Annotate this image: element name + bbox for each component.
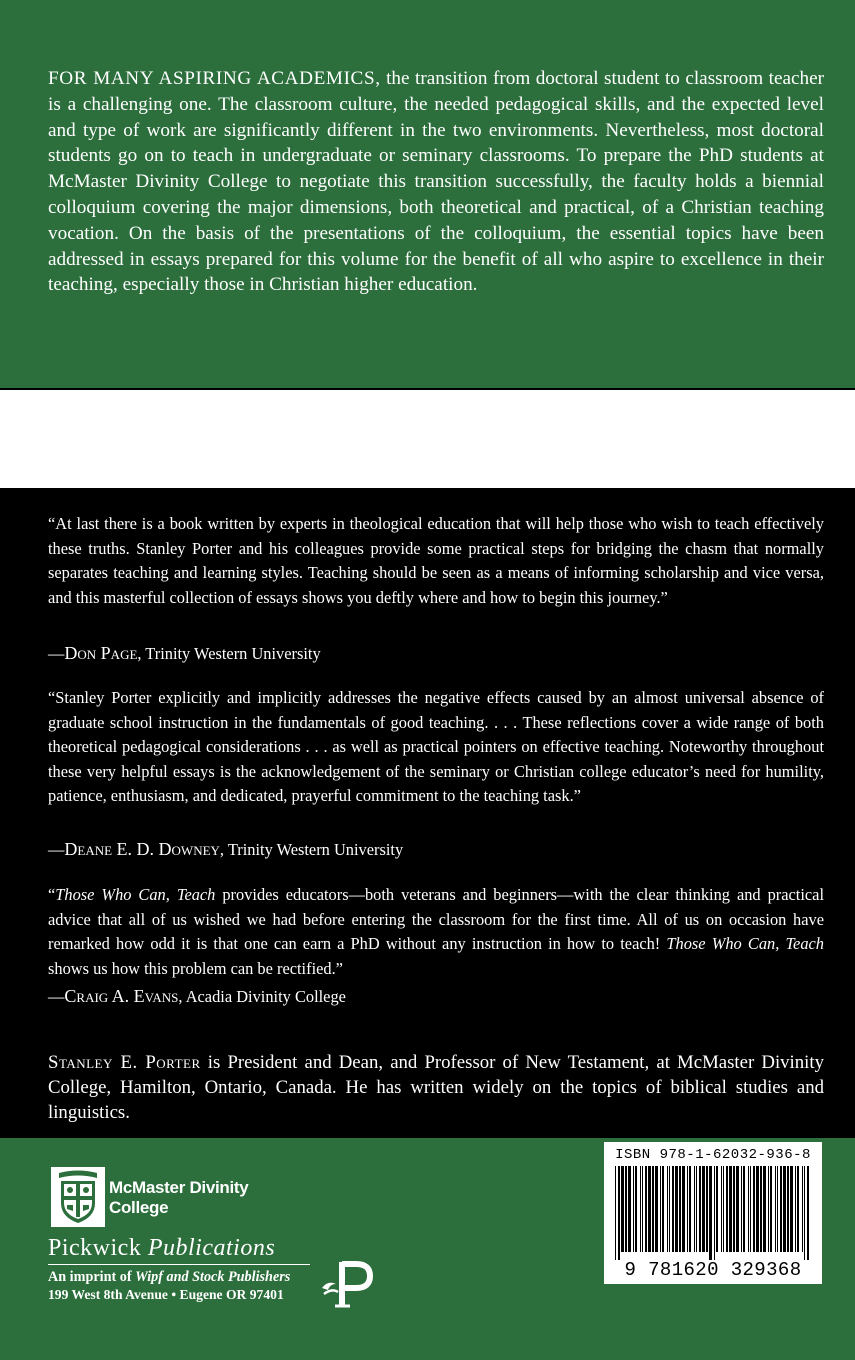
barcode-bar xyxy=(621,1166,624,1252)
barcode-bar xyxy=(763,1166,766,1252)
barcode-bar xyxy=(768,1166,769,1252)
barcode-bar xyxy=(777,1166,778,1252)
barcode-bar xyxy=(723,1166,724,1252)
endorser-affiliation: , Trinity Western University xyxy=(219,840,404,859)
author-bio-text: is President and Dean, and Professor of New Testament, at McMaster Divinity College, Hamilton, Ontario, Canada. He has written widely on the topics of biblical studies and linguistics. xyxy=(48,1052,824,1123)
barcode-bar xyxy=(689,1166,691,1252)
endorsement-attribution-3: —Craig A. Evans, Acadia Divinity College xyxy=(48,986,346,1006)
barcode-bar xyxy=(721,1166,722,1252)
publisher-name: Pickwick Publications xyxy=(48,1234,310,1265)
barcode-bar xyxy=(787,1166,789,1252)
barcode-bar xyxy=(694,1166,695,1252)
description-lead: FOR MANY ASPIRING ACADEMICS, xyxy=(48,68,381,89)
barcode-bar xyxy=(615,1166,616,1260)
barcode-bar xyxy=(729,1166,732,1252)
barcode-bar xyxy=(662,1166,664,1252)
endorsement-quote-3: “Those Who Can, Teach provides educators—both veterans and beginners—with the clear thinking and practical advice that all of us wished we had before entering the classroom for the first time. All of us on occasion have remarked how odd it is that one can earn a PhD without any instruction in how to teach! Those Who Can, Teach shows us how this problem can be rectified.” xyxy=(48,885,825,978)
endorser-name: Don Page xyxy=(64,643,138,663)
barcode-bar xyxy=(802,1166,803,1252)
barcode-bar xyxy=(709,1166,712,1260)
endorser-name: Deane E. D. Downey xyxy=(64,839,220,859)
barcode-bar xyxy=(736,1166,739,1252)
endorsement-attribution-2: —Deane E. D. Downey, Trinity Western University xyxy=(48,839,404,859)
barcode-bar xyxy=(783,1166,786,1252)
barcode-bar xyxy=(702,1166,705,1252)
barcode-bar xyxy=(748,1166,749,1252)
barcode-bar xyxy=(655,1166,658,1252)
author-name: Stanley E. Porter xyxy=(48,1052,201,1073)
isbn-label: ISBN 978-1-62032-936-8 xyxy=(615,1147,811,1163)
barcode-bar xyxy=(797,1166,799,1252)
barcode-bar xyxy=(672,1166,674,1252)
college-logo-text: McMaster Divinity College xyxy=(109,1178,249,1217)
barcode-bar xyxy=(687,1166,688,1252)
book-title-ref: Those Who Can, Teach xyxy=(666,934,824,954)
barcode-bar xyxy=(645,1166,647,1252)
endorsements-panel xyxy=(0,488,855,1138)
barcode-bar xyxy=(618,1166,620,1260)
barcode-bar xyxy=(633,1166,634,1252)
barcode-bar xyxy=(780,1166,782,1252)
barcode-bar xyxy=(679,1166,681,1252)
description-panel xyxy=(0,0,855,390)
barcode-bar xyxy=(726,1166,728,1252)
publisher-address: 199 West 8th Avenue • Eugene OR 97401 xyxy=(48,1287,284,1302)
barcode-bar xyxy=(635,1166,637,1252)
barcode-bar xyxy=(628,1166,631,1252)
author-bio xyxy=(48,1050,824,1125)
endorsement-quote-2: “Stanley Porter explicitly and implicitly addresses the negative effects caused by an almost universal absence of graduate school instruction in the fundamentals of good teaching. . . . These reflections cover a wide range of both theoretical pedagogical considerations . . . as well as practical pointers on effective teaching. Noteworthy throughout these very helpful essays is the acknowledgement of the seminary or Christian college educator’s need for humility, patience, enthusiasm, and dedicated, prayerful commitment to the teaching task.” xyxy=(48,688,824,806)
endorser-name: Craig A. Evans xyxy=(64,986,179,1006)
barcode-bar xyxy=(667,1166,668,1252)
barcode-bar xyxy=(716,1166,718,1252)
endorsement-attribution-1: —Don Page, Trinity Western University xyxy=(48,643,321,663)
barcode-bar xyxy=(770,1166,772,1252)
barcode-bar xyxy=(669,1166,670,1252)
description-body: the transition from doctoral student to classroom teacher is a challenging one. The classroom culture, the needed pedagogical skills, and the expected level and type of work are significantly different in the two environments. Nevertheless, most doctoral students go on to teach in undergraduate or seminary classrooms. To prepare the PhD students at McMaster Divinity College to negotiate this transition successfully, the faculty holds a biennial colloquium covering the major dimensions, both theoretical and practical, of a Christian teaching vocation. On the basis of the presentations of the colloquium, the essential topics have been addressed in essays prepared for this volume for the benefit of all who aspire to excellence in their teaching, especially those in Christian higher education. xyxy=(48,68,824,296)
barcode-bar xyxy=(648,1166,651,1252)
barcode-bar xyxy=(753,1166,755,1252)
barcode-bar xyxy=(750,1166,751,1252)
barcode-bar xyxy=(652,1166,654,1252)
barcode-bar xyxy=(775,1166,776,1252)
barcode-bar xyxy=(714,1166,715,1260)
pickwick-p-icon xyxy=(320,1254,376,1308)
barcode-bar xyxy=(675,1166,678,1252)
barcode-bar xyxy=(706,1166,708,1252)
barcode-bars xyxy=(615,1166,811,1260)
barcode-bar xyxy=(760,1166,762,1252)
isbn-digits: 9 781620 329368 xyxy=(624,1259,802,1281)
endorser-affiliation: , Acadia Divinity College xyxy=(178,987,346,1006)
barcode-bar xyxy=(741,1166,742,1252)
barcode-bar xyxy=(790,1166,793,1252)
barcode-bar xyxy=(756,1166,759,1252)
barcode-bar xyxy=(807,1166,809,1260)
barcode-bar xyxy=(795,1166,796,1252)
barcode-bar xyxy=(682,1166,685,1252)
barcode-bar xyxy=(804,1166,805,1260)
barcode-bar xyxy=(699,1166,701,1252)
white-band xyxy=(0,390,855,488)
barcode-bar xyxy=(660,1166,661,1252)
barcode-bar xyxy=(696,1166,697,1252)
isbn-barcode xyxy=(604,1142,822,1284)
endorsement-quote-1: “At last there is a book written by experts in theological education that will help those who wish to teach effectively these truths. Stanley Porter and his colleagues provide some practical steps for bridging the chasm that normally separates teaching and learning styles. Teaching should be seen as a means of informing scholarship and vice versa, and this masterful collection of essays shows you deftly where and how to begin this journey.” xyxy=(48,514,824,607)
publisher-panel xyxy=(0,1138,855,1360)
barcode-bar xyxy=(640,1166,641,1252)
barcode-bar xyxy=(642,1166,643,1252)
barcode-bar xyxy=(625,1166,627,1252)
description-text xyxy=(48,66,824,298)
barcode-bar xyxy=(733,1166,735,1252)
endorser-affiliation: , Trinity Western University xyxy=(137,644,321,663)
book-title-ref: Those Who Can, Teach xyxy=(55,885,216,904)
publisher-imprint: An imprint of Wipf and Stock Publishers xyxy=(48,1269,291,1285)
barcode-bar xyxy=(743,1166,745,1252)
college-crest-icon xyxy=(51,1167,105,1227)
